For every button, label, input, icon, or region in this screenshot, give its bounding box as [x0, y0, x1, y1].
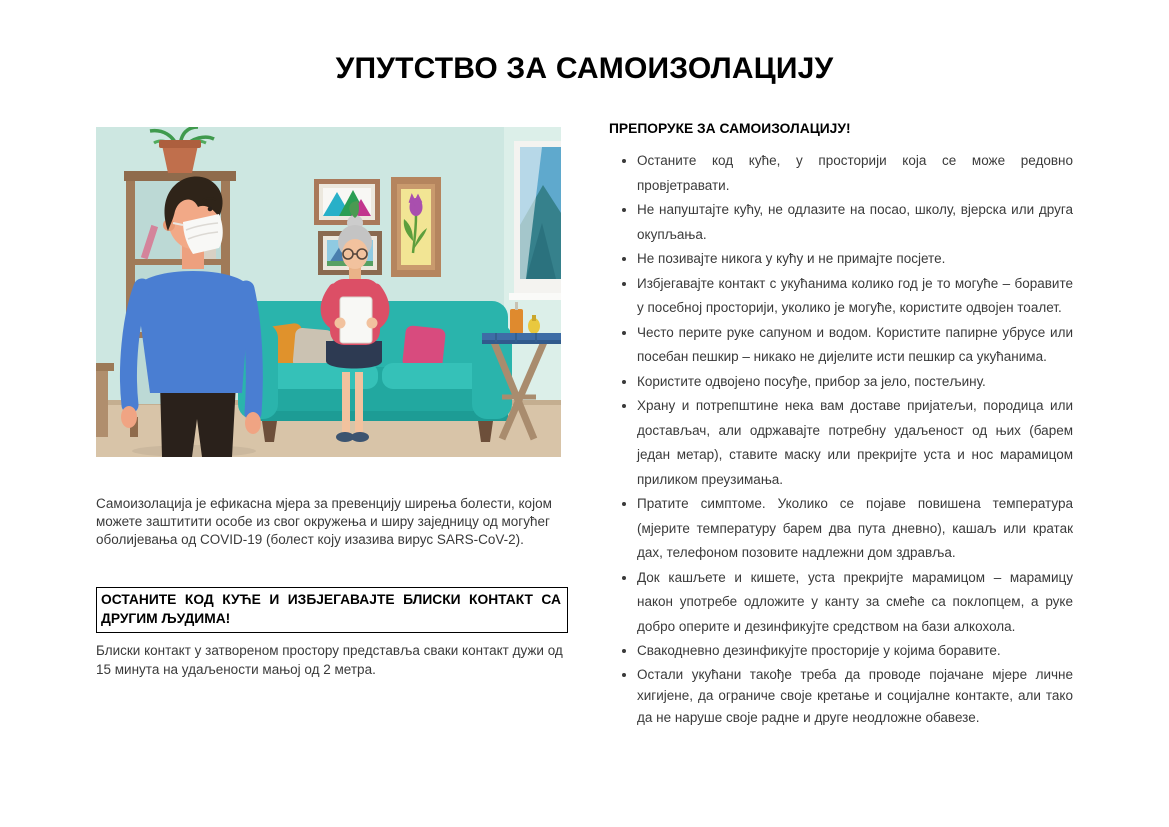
picture-frame-tulip	[391, 177, 441, 277]
plant-pot	[162, 145, 198, 173]
intro-paragraph: Самоизолација је ефикасна мјера за превенцију ширења болести, којом можете заштитити особе из свог окружења и ширу заједницу од могућег оболијевања од COVID-19 (болест коју изазива вирус SARS-CoV-2).	[96, 496, 552, 547]
recommendation-item: • Свакодневно дезинфикујте просторије у којима боравите.	[637, 639, 1073, 664]
page-title: УПУТСТВО ЗА САМОИЗОЛАЦИЈУ	[335, 52, 834, 85]
hand	[121, 406, 137, 428]
recommendation-item: • Често перите руке сапуном и водом. Користите папирне убрусе или посебан пешкир – никако не дијелите исти пешкир са укућанима.	[637, 321, 1073, 370]
right-column	[609, 121, 1073, 728]
recommendation-item: • Не напуштајте кућу, не одлазите на посао, школу, вјерска или друга окупљања.	[637, 198, 1073, 247]
recommendation-item: • Остали укућани такође треба да проводе појачане мјере личне хигијене, да ограниче своје кретање и социјалне контакте, али тако да не наруше своје радне и друге неодложне обавезе.	[637, 664, 1073, 729]
arm	[246, 289, 254, 413]
candle	[510, 309, 523, 334]
paper	[340, 297, 372, 343]
skirt	[326, 341, 382, 369]
window-sill	[509, 293, 561, 300]
recommendation-item: • Храну и потрепштине нека вам доставе пријатељи, породица или достављач, али одржавајте потребну удаљеност од њих (барем један метар), ставите маску или прекријте уста и нос марамицом приликом преузимања.	[637, 394, 1073, 492]
recommendation-item: • Не позивајте никога у кућу и не примајте посјете.	[637, 247, 1073, 272]
recommendation-item: • Избјегавајте контакт с укућанима колико год је то могуће – боравите у посебној просторији, уколико је могуће, користите одвојен тоалет.	[637, 272, 1073, 321]
recommendation-item: • Пратите симптоме. Уколико се појаве повишена температура (мјерите температуру барем два пута дневно), кашаљ или кратак дах, телефоном позовите надлежни дом здравља.	[637, 492, 1073, 566]
recommendation-item: • Док кашљете и кишете, уста прекријте марамицом – марамицу након употребе одложите у канту за смеће са поклопцем, а руке добро оперите и дезинфикујте средством на бази алкохола.	[637, 566, 1073, 640]
eye	[208, 207, 213, 212]
sweater	[136, 271, 250, 393]
hand	[335, 318, 346, 329]
warning-box: ОСТАНИТЕ КОД КУЋЕ И ИЗБЈЕГАВАЈТЕ БЛИСКИ КОНТАКТ СА ДРУГИМ ЉУДИМА!	[96, 587, 568, 633]
close-contact-note: Блиски контакт у затвореном простору представља сваки контакт дужи од 15 минута на удаљености мањој од 2 метра.	[96, 643, 563, 677]
self-isolation-illustration	[96, 127, 561, 457]
left-column	[96, 127, 568, 679]
shoe	[351, 432, 369, 442]
hand	[245, 412, 261, 434]
hand	[367, 318, 378, 329]
recommendations-list	[609, 149, 1073, 728]
window	[509, 141, 561, 300]
recommendations-heading: ПРЕПОРУКЕ ЗА САМОИЗОЛАЦИЈУ!	[609, 121, 851, 136]
recommendation-item: • Користите одвојено посуђе, прибор за јело, постељину.	[637, 370, 1073, 395]
recommendation-item: • Останите код куће, у просторији која се може редовно провјетравати.	[637, 149, 1073, 198]
picture-frame-geometric	[314, 179, 380, 225]
